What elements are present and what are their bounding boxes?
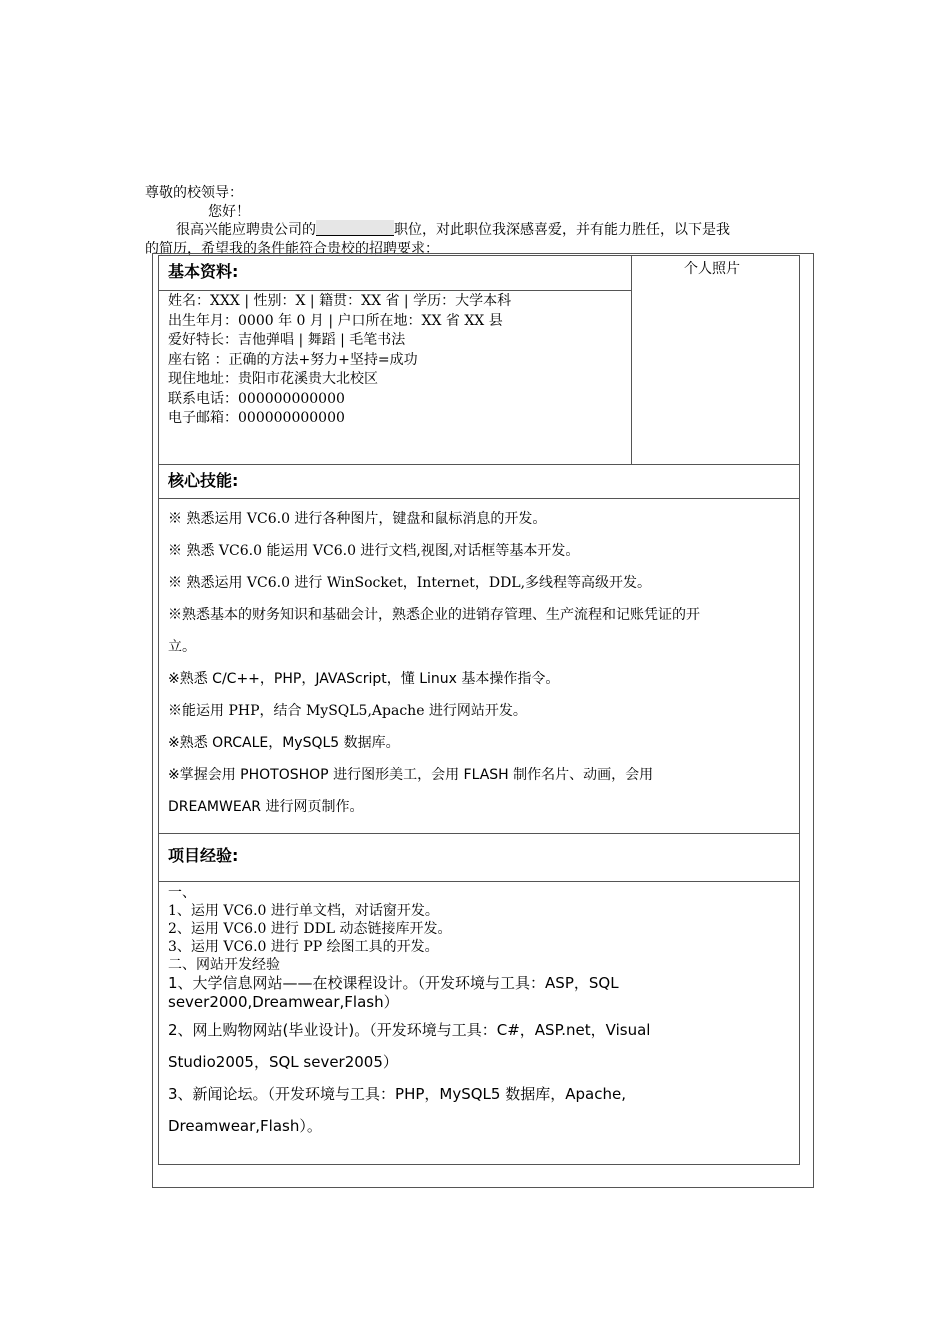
- web-project-line: sever2000,Dreamwear,Flash）: [168, 993, 399, 1011]
- intro-after: 职位，对此职位我深感喜爱，并有能力胜任，以下是我: [394, 222, 730, 238]
- projects-desktop-list: [168, 884, 452, 974]
- project-line: 二、网站开发经验: [168, 957, 280, 973]
- skills-top-divider: [158, 464, 800, 465]
- core-skills-list: [168, 503, 700, 823]
- salutation: 尊敬的校领导：: [145, 185, 243, 201]
- photo-placeholder-label: 个人照片: [684, 261, 740, 277]
- info-line-motto: 座右铭 ：正确的方法+努力+坚持=成功: [168, 351, 418, 368]
- intro-line-2: 的简历，希望我的条件能符合贵校的招聘要求：: [145, 241, 439, 257]
- intro-before: 很高兴能应聘贵公司的: [176, 222, 316, 238]
- position-blank-field[interactable]: [316, 220, 394, 236]
- info-line-email: 电子邮箱：000000000000: [168, 410, 345, 426]
- photo-divider: [631, 255, 632, 464]
- basic-info-lines: [168, 292, 511, 429]
- info-line-name: 姓名：XXX | 性别：X | 籍贯：XX 省 | 学历：大学本科: [168, 293, 512, 309]
- web-project-line: 2、网上购物网站(毕业设计)。（开发环境与工具：C#，ASP.net，Visual: [168, 1021, 651, 1039]
- info-line-hobbies: 爱好特长：吉他弹唱 | 舞蹈 | 毛笔书法: [168, 332, 406, 348]
- projects-heading: 项目经验:: [168, 846, 239, 865]
- web-project-line: Studio2005，SQL sever2005）: [168, 1053, 398, 1071]
- project-line: 3、运用 VC6.0 进行 PP 绘图工具的开发。: [168, 939, 439, 955]
- skill-line: ※ 熟悉 VC6.0 能运用 VC6.0 进行文档,视图,对话框等基本开发。: [168, 543, 580, 559]
- web-project-line: 1、大学信息网站——在校课程设计。（开发环境与工具：ASP，SQL: [168, 974, 619, 992]
- projects-top-divider: [158, 833, 800, 834]
- basic-heading-divider: [158, 290, 631, 291]
- info-line-phone: 联系电话：000000000000: [168, 390, 345, 407]
- project-line: 一、: [168, 885, 196, 901]
- info-line-address: 现住地址：贵阳市花溪贵大北校区: [168, 371, 378, 387]
- skill-line: 立。: [168, 639, 196, 655]
- info-line-birth: 出生年月：0000 年 0 月 | 户口所在地：XX 省 XX 县: [168, 312, 503, 329]
- project-line: 2、运用 VC6.0 进行 DDL 动态链接库开发。: [168, 921, 452, 937]
- skill-line: ※能运用 PHP，结合 MySQL5,Apache 进行网站开发。: [168, 703, 527, 719]
- skill-line: ※熟悉基本的财务知识和基础会计，熟悉企业的进销存管理、生产流程和记账凭证的开: [168, 607, 700, 623]
- web-project-line: Dreamwear,Flash）。: [168, 1117, 322, 1135]
- skill-line: ※ 熟悉运用 VC6.0 进行 WinSocket，Internet，DDL,多线程等高级开发。: [168, 575, 652, 591]
- core-skills-heading: 核心技能:: [168, 471, 239, 490]
- skill-line: ※ 熟悉运用 VC6.0 进行各种图片，键盘和鼠标消息的开发。: [168, 511, 547, 527]
- skill-line: ※熟悉 C/C++，PHP，JAVAScript，懂 Linux 基本操作指令。: [168, 671, 560, 687]
- projects-heading-divider: [158, 881, 800, 882]
- project-line: 1、运用 VC6.0 进行单文档，对话窗开发。: [168, 903, 439, 919]
- intro-line-1: [176, 219, 730, 239]
- web-project-line: 3、新闻论坛。（开发环境与工具：PHP，MySQL5 数据库，Apache,: [168, 1085, 626, 1103]
- projects-web-list: [168, 974, 650, 1142]
- skill-line: ※掌握会用 PHOTOSHOP 进行图形美工，会用 FLASH 制作名片、动画，会用: [168, 767, 654, 783]
- skills-heading-divider: [158, 498, 800, 499]
- greeting: 您好！: [208, 204, 250, 220]
- basic-info-heading: 基本资料:: [168, 262, 239, 281]
- skill-line: ※熟悉 ORCALE，MySQL5 数据库。: [168, 735, 400, 751]
- skill-line: DREAMWEAR 进行网页制作。: [168, 799, 364, 815]
